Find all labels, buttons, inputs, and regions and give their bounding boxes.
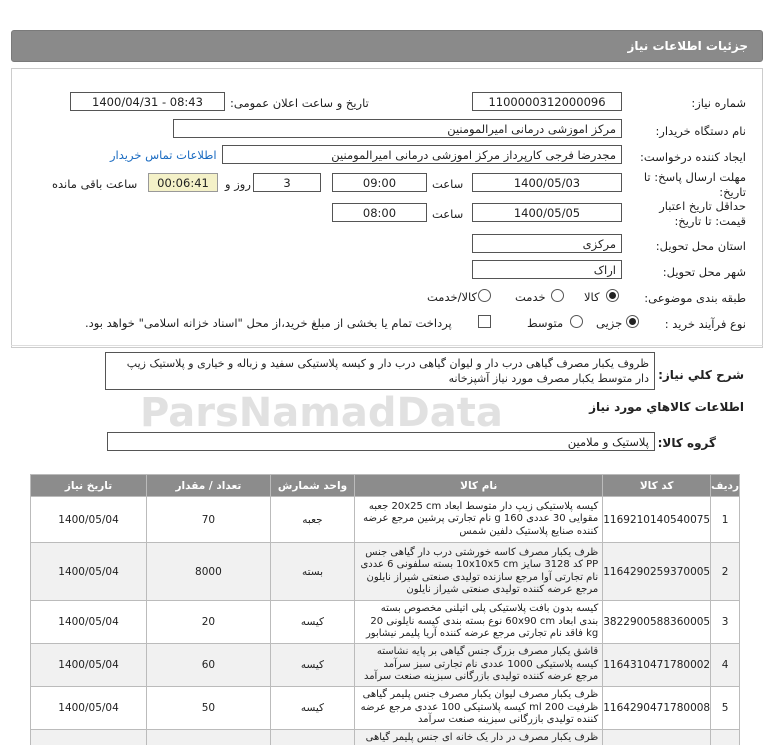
row-date — [31, 730, 147, 745]
table-row[interactable] — [31, 497, 740, 543]
category-radio-service[interactable] — [551, 289, 564, 302]
col-date-header: تاریخ نیاز — [31, 475, 147, 497]
row-name: ظرف یکبار مصرف لیوان یکبار مصرف جنس پلیمر گیاهی ظرفیت 200 ml کیسه پلاستیکی 100 عددی مرجع عرضه کننده تولیدی بازرگانی سبزینه صنعت سرآمد — [355, 687, 603, 730]
row-index: 4 — [711, 644, 740, 687]
process-option-minor: جزیی — [596, 316, 623, 330]
days-remaining-field: 3 — [253, 173, 321, 192]
deadline-date-field: 1400/05/03 — [472, 173, 622, 192]
process-radio-medium[interactable] — [570, 315, 583, 328]
goods-group-label: گروه کالا: — [657, 436, 716, 450]
row-name: کیسه پلاستیکی زیپ دار متوسط ابعاد 20x25 cm جعبه مقوایی 30 عددی 160 g نام تجارتی پرشین مرجع عرضه کننده صنایع پلاستیک دلفین شمس — [355, 497, 603, 543]
deadline-label: مهلت ارسال پاسخ: تا تاریخ: — [643, 170, 746, 199]
announce-label: تاریخ و ساعت اعلان عمومی: — [230, 96, 369, 110]
row-index — [711, 730, 740, 745]
row-name: قاشق یکبار مصرف بزرگ جنس گیاهی بر پایه نشاسته کیسه پلاستیکی 1000 عددی نام تجارتی سبز سرآمد مرجع عرضه کننده تولیدی بازرگانی سبزینه صنعت سرآمد — [355, 644, 603, 687]
row-code: 1164290471780008 — [603, 687, 711, 730]
table-row[interactable] — [31, 687, 740, 730]
deadline-time-label: ساعت — [432, 177, 464, 191]
goods-group-field: پلاستیک و ملامین — [107, 432, 655, 451]
row-index: 5 — [711, 687, 740, 730]
validity-label: حداقل تاریخ اعتبار قیمت: تا تاریخ: — [659, 199, 746, 228]
row-qty: 20 — [147, 601, 271, 644]
process-label: نوع فرآیند خرید : — [664, 317, 746, 331]
col-qty-header: تعداد / مقدار — [147, 475, 271, 497]
category-label: طبقه بندی موضوعی: — [644, 291, 746, 305]
treasury-payment-note: پرداخت تمام یا بخشی از مبلغ خرید،از محل "اسناد خزانه اسلامی" خواهد بود. — [85, 316, 452, 330]
row-unit — [270, 730, 355, 745]
page-header — [11, 30, 763, 62]
table-row[interactable] — [31, 543, 740, 601]
buyer-org-field: مرکز اموزشی درمانی امیرالمومنین — [173, 119, 622, 138]
description-label: شرح کلي نياز: — [658, 368, 744, 382]
requester-label: ایجاد کننده درخواست: — [640, 150, 746, 164]
description-box: ظروف یکبار مصرف گیاهی درب دار و لیوان گیاهی درب دار و کیسه پلاستیکی سفید و زباله و خیاری و پلاستیک زیپ دار متوسط یکبار مصرف مورد نیاز آشپزخانه — [105, 352, 655, 390]
row-index: 3 — [711, 601, 740, 644]
row-date: 1400/05/04 — [31, 497, 147, 543]
days-label: روز و — [225, 177, 251, 191]
table-row[interactable] — [31, 730, 740, 745]
validity-time-label: ساعت — [432, 207, 464, 221]
row-date: 1400/05/04 — [31, 543, 147, 601]
table-row[interactable] — [31, 601, 740, 644]
row-unit: بسته — [270, 543, 355, 601]
row-name: ظرف یکبار مصرف در دار یک خانه ای جنس پلیمر گیاهی — [355, 730, 603, 745]
row-unit: جعبه — [270, 497, 355, 543]
row-unit: کیسه — [270, 687, 355, 730]
row-index: 1 — [711, 497, 740, 543]
category-option-goods: کالا — [584, 290, 600, 304]
row-date: 1400/05/04 — [31, 601, 147, 644]
city-field: اراک — [472, 260, 622, 279]
row-date: 1400/05/04 — [31, 687, 147, 730]
city-label: شهر محل تحویل: — [662, 265, 746, 279]
goods-section-title: اطلاعات کالاهاي مورد نياز — [589, 400, 744, 414]
row-code: 1169210140540075 — [603, 497, 711, 543]
buyer-org-label: نام دستگاه خریدار: — [655, 124, 746, 138]
row-qty — [147, 730, 271, 745]
need-number-label: شماره نیاز: — [691, 96, 746, 110]
row-qty: 50 — [147, 687, 271, 730]
remaining-time-field: 00:06:41 — [148, 173, 218, 192]
treasury-payment-checkbox[interactable] — [478, 315, 491, 328]
row-qty: 70 — [147, 497, 271, 543]
category-radio-goods-service[interactable] — [478, 289, 491, 302]
remaining-label: ساعت باقی مانده — [52, 177, 138, 191]
col-unit-header: واحد شمارش — [270, 475, 355, 497]
row-code: 1164310471780002 — [603, 644, 711, 687]
need-number-field: 1100000312000096 — [472, 92, 622, 111]
table-header-row — [31, 475, 740, 497]
row-name: کیسه بدون بافت پلاستیکی پلی اتیلنی مخصوص بسته بندی ابعاد 60x90 cm نوع بسته بندی کیسه نایلونی 20 kg فاقد نام تجارتی مرجع عرضه کننده آریا پلیمر نیشابور — [355, 601, 603, 644]
row-code: 3822900588360005 — [603, 601, 711, 644]
requester-field: مجدرضا فرجی کارپرداز مرکز اموزشی درمانی امیرالمومنین — [222, 145, 622, 164]
validity-date-field: 1400/05/05 — [472, 203, 622, 222]
category-option-goods-service: کالا/خدمت — [427, 290, 478, 304]
announce-field: 1400/04/31 - 08:43 — [70, 92, 225, 111]
row-name: ظرف یکبار مصرف کاسه خورشتی درب دار گیاهی جنس PP کد 3128 سایز 10x10x5 cm بسته سلفونی 6 عددی نام تجارتی آوا مرجع سازنده تولیدی صنعتی شیراز نایلون مرجع عرضه کننده تولیدی صنعتی شیراز نایلون — [355, 543, 603, 601]
buyer-contact-link[interactable]: اطلاعات تماس خریدار — [110, 148, 217, 162]
province-field: مرکزی — [472, 234, 622, 253]
col-code-header: کد کالا — [603, 475, 711, 497]
row-qty: 60 — [147, 644, 271, 687]
col-index-header: ردیف — [711, 475, 740, 497]
row-code: 1164290259370005 — [603, 543, 711, 601]
deadline-time-field: 09:00 — [332, 173, 427, 192]
row-index: 2 — [711, 543, 740, 601]
process-option-medium: متوسط — [527, 316, 564, 330]
table-row[interactable] — [31, 644, 740, 687]
watermark: ParsNamadData — [140, 390, 503, 436]
goods-table — [30, 474, 740, 745]
row-date: 1400/05/04 — [31, 644, 147, 687]
process-radio-minor[interactable] — [626, 315, 639, 328]
col-name-header: نام کالا — [355, 475, 603, 497]
category-option-service: خدمت — [515, 290, 546, 304]
row-unit: کیسه — [270, 644, 355, 687]
page-title: جزئیات اطلاعات نیاز — [627, 39, 748, 53]
row-code — [603, 730, 711, 745]
row-unit: کیسه — [270, 601, 355, 644]
validity-time-field: 08:00 — [332, 203, 427, 222]
province-label: استان محل تحویل: — [655, 239, 746, 253]
row-qty: 8000 — [147, 543, 271, 601]
category-radio-goods[interactable] — [606, 289, 619, 302]
